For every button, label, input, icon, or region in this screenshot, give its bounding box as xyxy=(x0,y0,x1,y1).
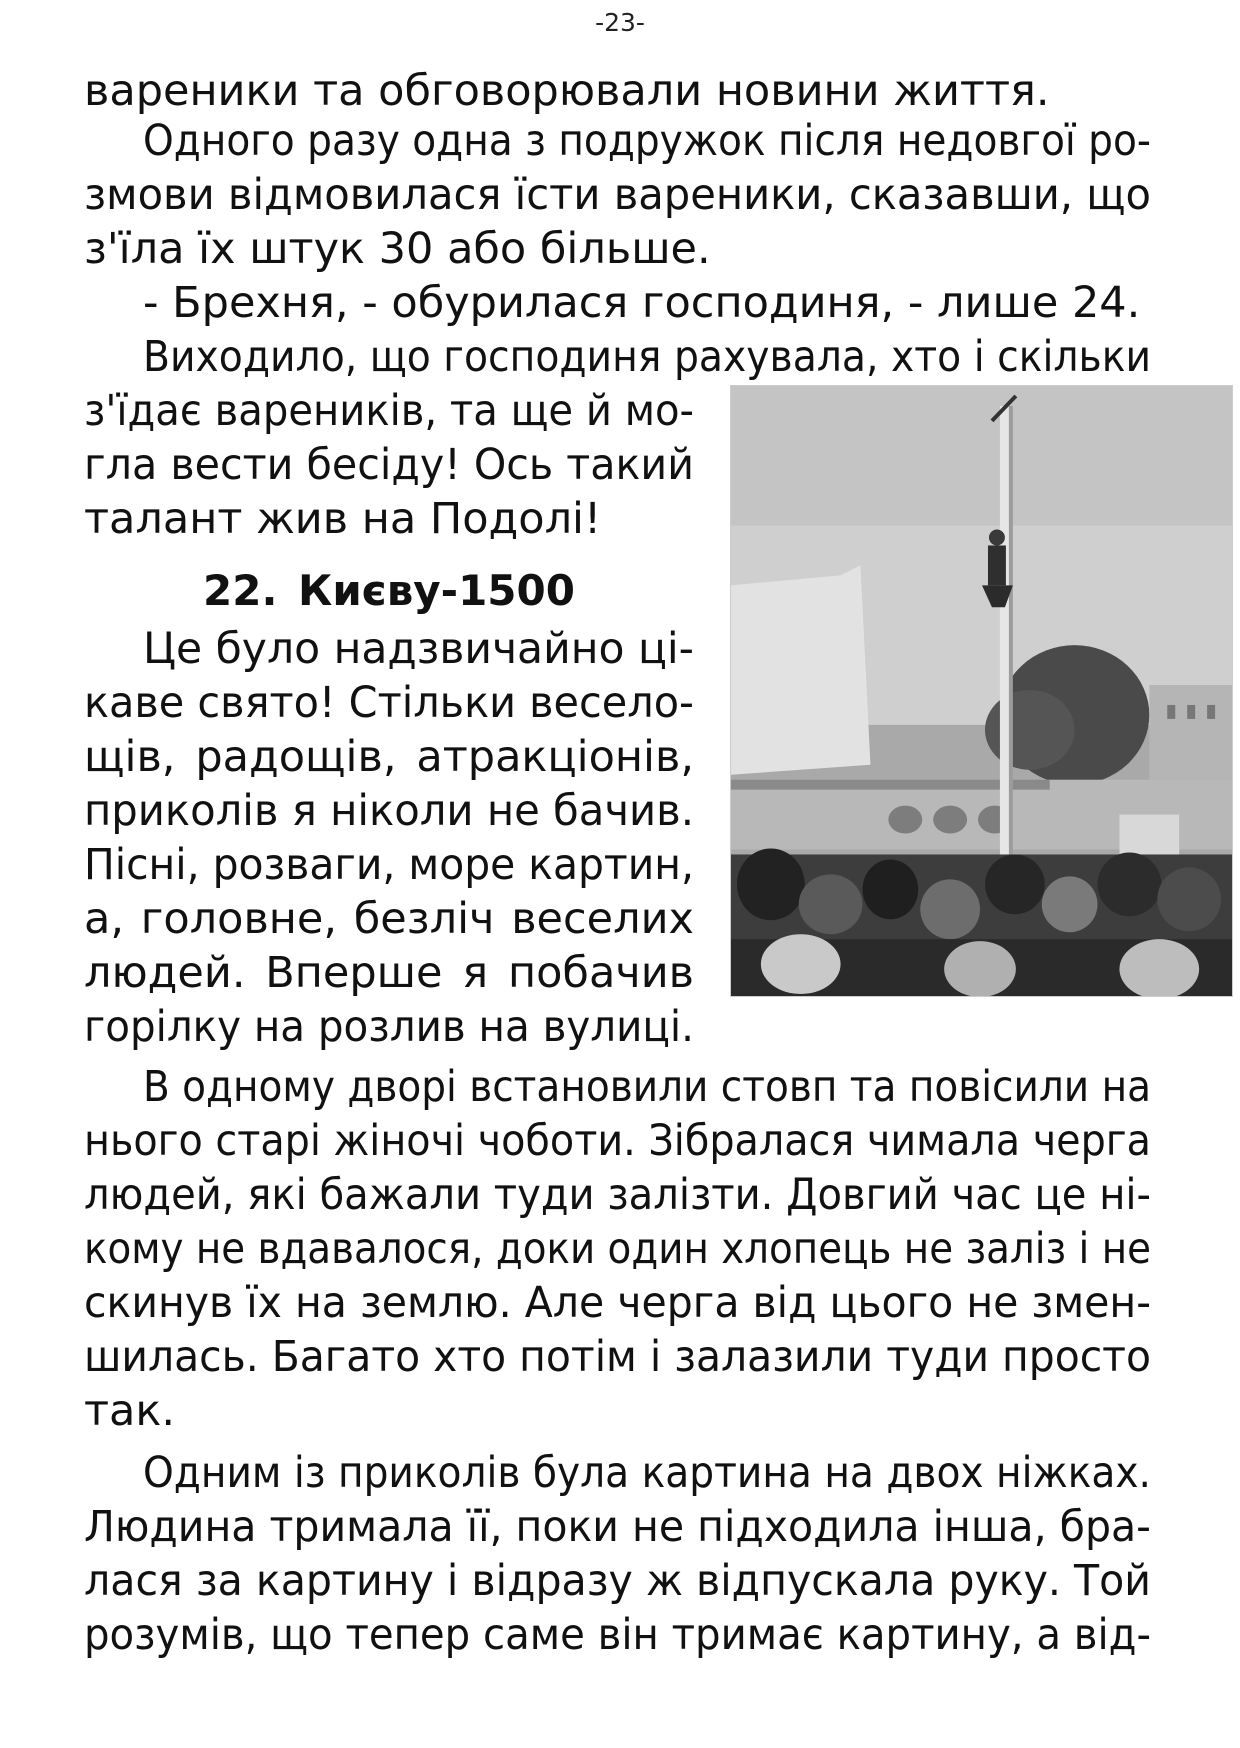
section-heading: 22. Києву-1500 xyxy=(203,566,575,615)
photo-pole-climbing xyxy=(730,385,1233,997)
text-line: Виходило, що господиня рахувала, хто і скільки xyxy=(143,332,1151,382)
text-line: Пісні, розваги, море картин, xyxy=(84,840,694,890)
text-line: горілку на розлив на вулиці. xyxy=(84,1002,694,1052)
text-line: лася за картину і відразу ж відпускала руку. Той xyxy=(84,1556,1151,1606)
text-line: щів, радощів, атракціонів, xyxy=(84,732,694,782)
text-line: Це було надзвичайно ці- xyxy=(143,624,694,674)
text-line: а, головне, безліч веселих xyxy=(84,894,694,944)
text-line: Людина тримала її, поки не підходила інша, бра- xyxy=(84,1502,1151,1552)
page-number: -23- xyxy=(595,8,645,37)
text-line: гла вести бесіду! Ось такий xyxy=(84,440,694,490)
text-line: нього старі жіночі чоботи. Зібралася чимала черга xyxy=(84,1116,1151,1166)
text-line: скинув їх на землю. Але черга від цього не змен- xyxy=(84,1278,1151,1328)
text-line: людей. Вперше я побачив xyxy=(84,948,694,998)
text-line: з'їдає вареників, та ще й мо- xyxy=(84,386,694,436)
text-line: кому не вдавалося, доки один хлопець не заліз і не xyxy=(84,1224,1151,1274)
text-line: розумів, що тепер саме він тримає картину, а від- xyxy=(84,1610,1151,1660)
text-line: так. xyxy=(84,1386,176,1436)
text-line: змови відмовилася їсти вареники, сказавши, що xyxy=(84,170,1151,220)
text-line: приколів я ніколи не бачив. xyxy=(84,786,694,836)
text-line: талант жив на Подолі! xyxy=(84,494,602,544)
text-line: каве свято! Стільки весело- xyxy=(84,678,694,728)
text-line: Одного разу одна з подружок після недовгої ро- xyxy=(143,116,1151,166)
text-line: - Брехня, - обурилася господиня, - лише 24. xyxy=(143,278,1141,328)
text-line: вареники та обговорювали новини життя. xyxy=(84,66,1050,116)
text-line: В одному дворі встановили стовп та повісили на xyxy=(143,1062,1151,1112)
text-line: Одним із приколів була картина на двох ніжках. xyxy=(143,1448,1151,1498)
text-line: шилась. Багато хто потім і залазили туди просто xyxy=(84,1332,1151,1382)
photo-illustration xyxy=(731,386,1232,996)
text-line: людей, які бажали туди залізти. Довгий час це ні- xyxy=(84,1170,1151,1220)
text-line: з'їла їх штук 30 або більше. xyxy=(84,224,711,274)
